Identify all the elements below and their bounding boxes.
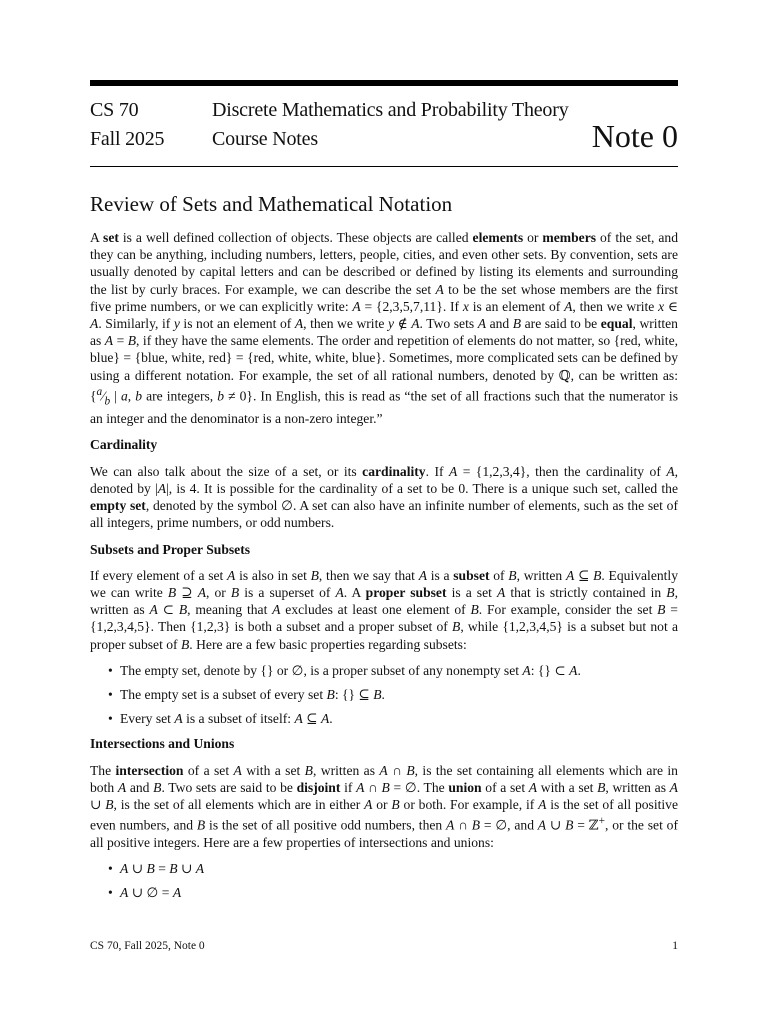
heading-intersections: Intersections and Unions	[90, 736, 235, 752]
page-title: Review of Sets and Mathematical Notation	[90, 192, 453, 216]
page-number: 1	[672, 940, 678, 952]
list-item: • A ∪ ∅ = A	[120, 884, 678, 901]
main-text	[90, 229, 678, 909]
list-item: • A ∪ B = B ∪ A	[120, 860, 678, 877]
course-subject: Discrete Mathematics and Probability Theory	[212, 99, 569, 121]
heading-subsets: Subsets and Proper Subsets	[90, 541, 251, 557]
note-number: Note 0	[591, 118, 678, 154]
paragraph-intersections: The intersection of a set A with a set B, written as A ∩ B, is the set containing all elements which are in both A and B. Two sets are said to be disjoint if A ∩ B = ∅. The union of a set A with a set B, written as A ∪ B, is the set of all elements which are in either A or B or both. For example, if A is the set of all positive even numbers, and B is the set of all positive odd numbers, then A ∩ B = ∅, and A ∪ B = ℤ+, or the set of all positive integers. Here are a few properties of intersections and unions:	[90, 762, 678, 850]
paragraph-sets-intro: A set is a well defined collection of objects. These objects are called elements or members of the set, and they can be anything, including numbers, letters, people, cities, and even other sets. By convention, sets are usually denoted by capital letters and can be described or defined by listing its elements and surrounding the list by curly braces. For example, we can describe the set A to be the set whose members are the first five prime numbers, or we can explicitly write: A = {2,3,5,7,11}. If x is an element of A, then we write x ∈ A. Similarly, if y is not an element of A, then we write y ∉ A. Two sets A and B are said to be equal, written as A = B, if they have the same elements. The order and repetition of elements do not matter, so {red, white, blue} = {blue, white, red} = {red, white, white, blue}. Sometimes, more complicated sets can be defined by using a different notation. For example, the set of all rational numbers, denoted by ℚ, can be written as: {$^a⁄_b$ | a, b are integers, b ≠ 0}. In English, this is read as “the set of all fractions such that the numerator is an integer and the denominator is a non-zero integer.”	[90, 230, 679, 427]
list-item: • The empty set is a subset of every set B: {} ⊆ B.	[120, 686, 678, 703]
heading-cardinality: Cardinality	[90, 437, 158, 453]
paragraph-cardinality: We can also talk about the size of a set, or its cardinality. If A = {1,2,3,4}, then the cardinality of A, denoted by |A|, is 4. It is possible for the cardinality of a set to be 0. There is a unique such set, called the empty set, denoted by the symbol ∅. A set can also have an infinite number of elements, such as the set of all integers, prime numbers, or odd numbers.	[90, 463, 679, 531]
subset-properties-list	[90, 662, 678, 728]
footer-text: CS 70, Fall 2025, Note 0	[90, 940, 205, 952]
union-properties-list	[90, 860, 678, 901]
list-item: • Every set A is a subset of itself: A ⊆ A.	[120, 710, 678, 727]
header-top-rule	[90, 80, 678, 86]
paragraph-subsets: If every element of a set A is also in set B, then we say that A is a subset of B, written A ⊆ B. Equivalently we can write B ⊇ A, or B is a superset of A. A proper subset is a set A that is strictly contained in B, written as A ⊂ B, meaning that A excludes at least one element of B. For example, consider the set B = {1,2,3,4,5}. Then {1,2,3} is both a subset and a proper subset of B, while {1,2,3,4,5} is a subset but not a proper subset of B. Here are a few basic properties regarding subsets:	[90, 567, 679, 652]
list-item: • The empty set, denote by {} or ∅, is a proper subset of any nonempty set A: {} ⊂ A.	[120, 662, 678, 679]
header-bottom-rule	[90, 166, 678, 167]
course-term: Fall 2025	[90, 128, 165, 150]
course-code: CS 70	[90, 99, 139, 121]
document-type: Course Notes	[212, 128, 318, 150]
